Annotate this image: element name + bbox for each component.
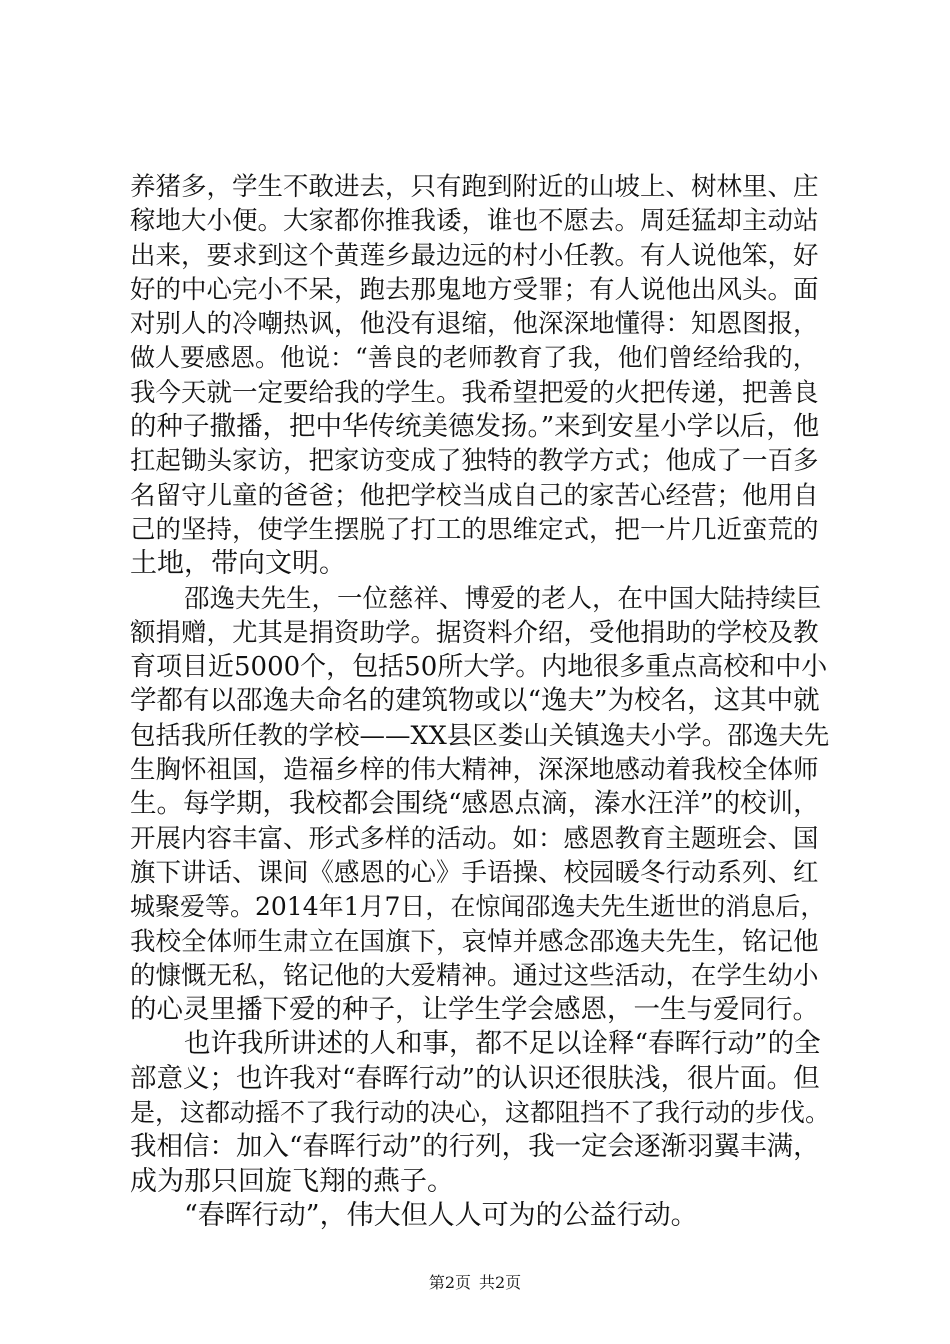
text-line: 育项目近5000个，包括50所大学。内地很多重点高校和中小 [130, 652, 828, 683]
page-total: 共2页 [479, 1273, 522, 1292]
text-line: 扛起锄头家访，把家访变成了独特的教学方式；他成了一百多 [130, 446, 819, 477]
text-line: 的慷慨无私，铭记他的大爱精神。通过这些活动，在学生幼小 [130, 960, 819, 991]
text-line: 对别人的冷嘲热讽，他没有退缩，他深深地懂得：知恩图报， [130, 309, 819, 340]
body-text [130, 170, 830, 1233]
text-line: 包括我所任教的学校——XX县区娄山关镇逸夫小学。邵逸夫先 [130, 720, 830, 751]
text-line: 开展内容丰富、形式多样的活动。如：感恩教育主题班会、国 [130, 823, 819, 854]
text-line: 生。每学期，我校都会围绕“感恩点滴，溱水汪洋”的校训， [130, 788, 820, 820]
page-number: 第2页 [428, 1273, 471, 1292]
text-line: 稼地大小便。大家都你推我诿，谁也不愿去。周廷猛却主动站 [130, 206, 819, 237]
text-line: 的心灵里播下爱的种子，让学生学会感恩，一生与爱同行。 [130, 994, 819, 1026]
text-line: 额捐赠，尤其是捐资助学。据资料介绍，受他捐助的学校及教 [130, 617, 819, 648]
text-line: 学都有以邵逸夫命名的建筑物或以“逸夫”为校名，这其中就 [130, 685, 820, 717]
text-line: 己的坚持，使学生摆脱了打工的思维定式，把一片几近蛮荒的 [130, 514, 819, 545]
text-line: 我校全体师生肃立在国旗下，哀悼并感念邵逸夫先生，铭记他 [130, 926, 819, 957]
text-line: 名留守儿童的爸爸；他把学校当成自己的家苦心经营；他用自 [130, 480, 819, 511]
text-line: 养猪多，学生不敢进去，只有跑到附近的山坡上、树林里、庄 [130, 172, 819, 202]
text-line: 做人要感恩。他说：“善良的老师教育了我，他们曾经给我的， [130, 343, 818, 373]
text-line: 我今天就一定要给我的学生。我希望把爱的火把传递，把善良 [130, 377, 819, 408]
text-line: 生胸怀祖国，造福乡梓的伟大精神，深深地感动着我校全体师 [130, 755, 819, 786]
text-line: 旗下讲话、课间《感恩的心》手语操、校园暖冬行动系列、红 [130, 857, 819, 888]
paragraph-start-line: 也许我所讲述的人和事，都不足以诠释“春晖行动”的全 [184, 1028, 821, 1060]
text-line: 出来，要求到这个黄莲乡最边远的村小任教。有人说他笨，好 [130, 240, 819, 271]
text-line: 土地，带向文明。 [130, 548, 346, 580]
text-line: 城聚爱等。2014年1月7日，在惊闻邵逸夫先生逝世的消息后， [130, 892, 826, 922]
paragraph-start-line: “春晖行动”，伟大但人人可为的公益行动。 [184, 1199, 698, 1231]
text-line: 是，这都动摇不了我行动的决心，这都阻挡不了我行动的步伐。 [130, 1098, 830, 1128]
text-line: 我相信：加入“春晖行动”的行列，我一定会逐渐羽翼丰满， [130, 1131, 820, 1163]
text-line: 成为那只回旋飞翔的燕子。 [130, 1165, 454, 1197]
paragraph-start-line: 邵逸夫先生，一位慈祥、博爱的老人，在中国大陆持续巨 [184, 583, 822, 614]
text-line: 部意义；也许我对“春晖行动”的认识还很肤浅，很片面。但 [130, 1062, 820, 1094]
text-line: 好的中心完小不呆，跑去那鬼地方受罪；有人说他出风头。面 [130, 274, 819, 305]
text-line: 的种子撒播，把中华传统美德发扬。”来到安星小学以后，他 [130, 411, 820, 443]
page-footer [0, 1272, 950, 1294]
